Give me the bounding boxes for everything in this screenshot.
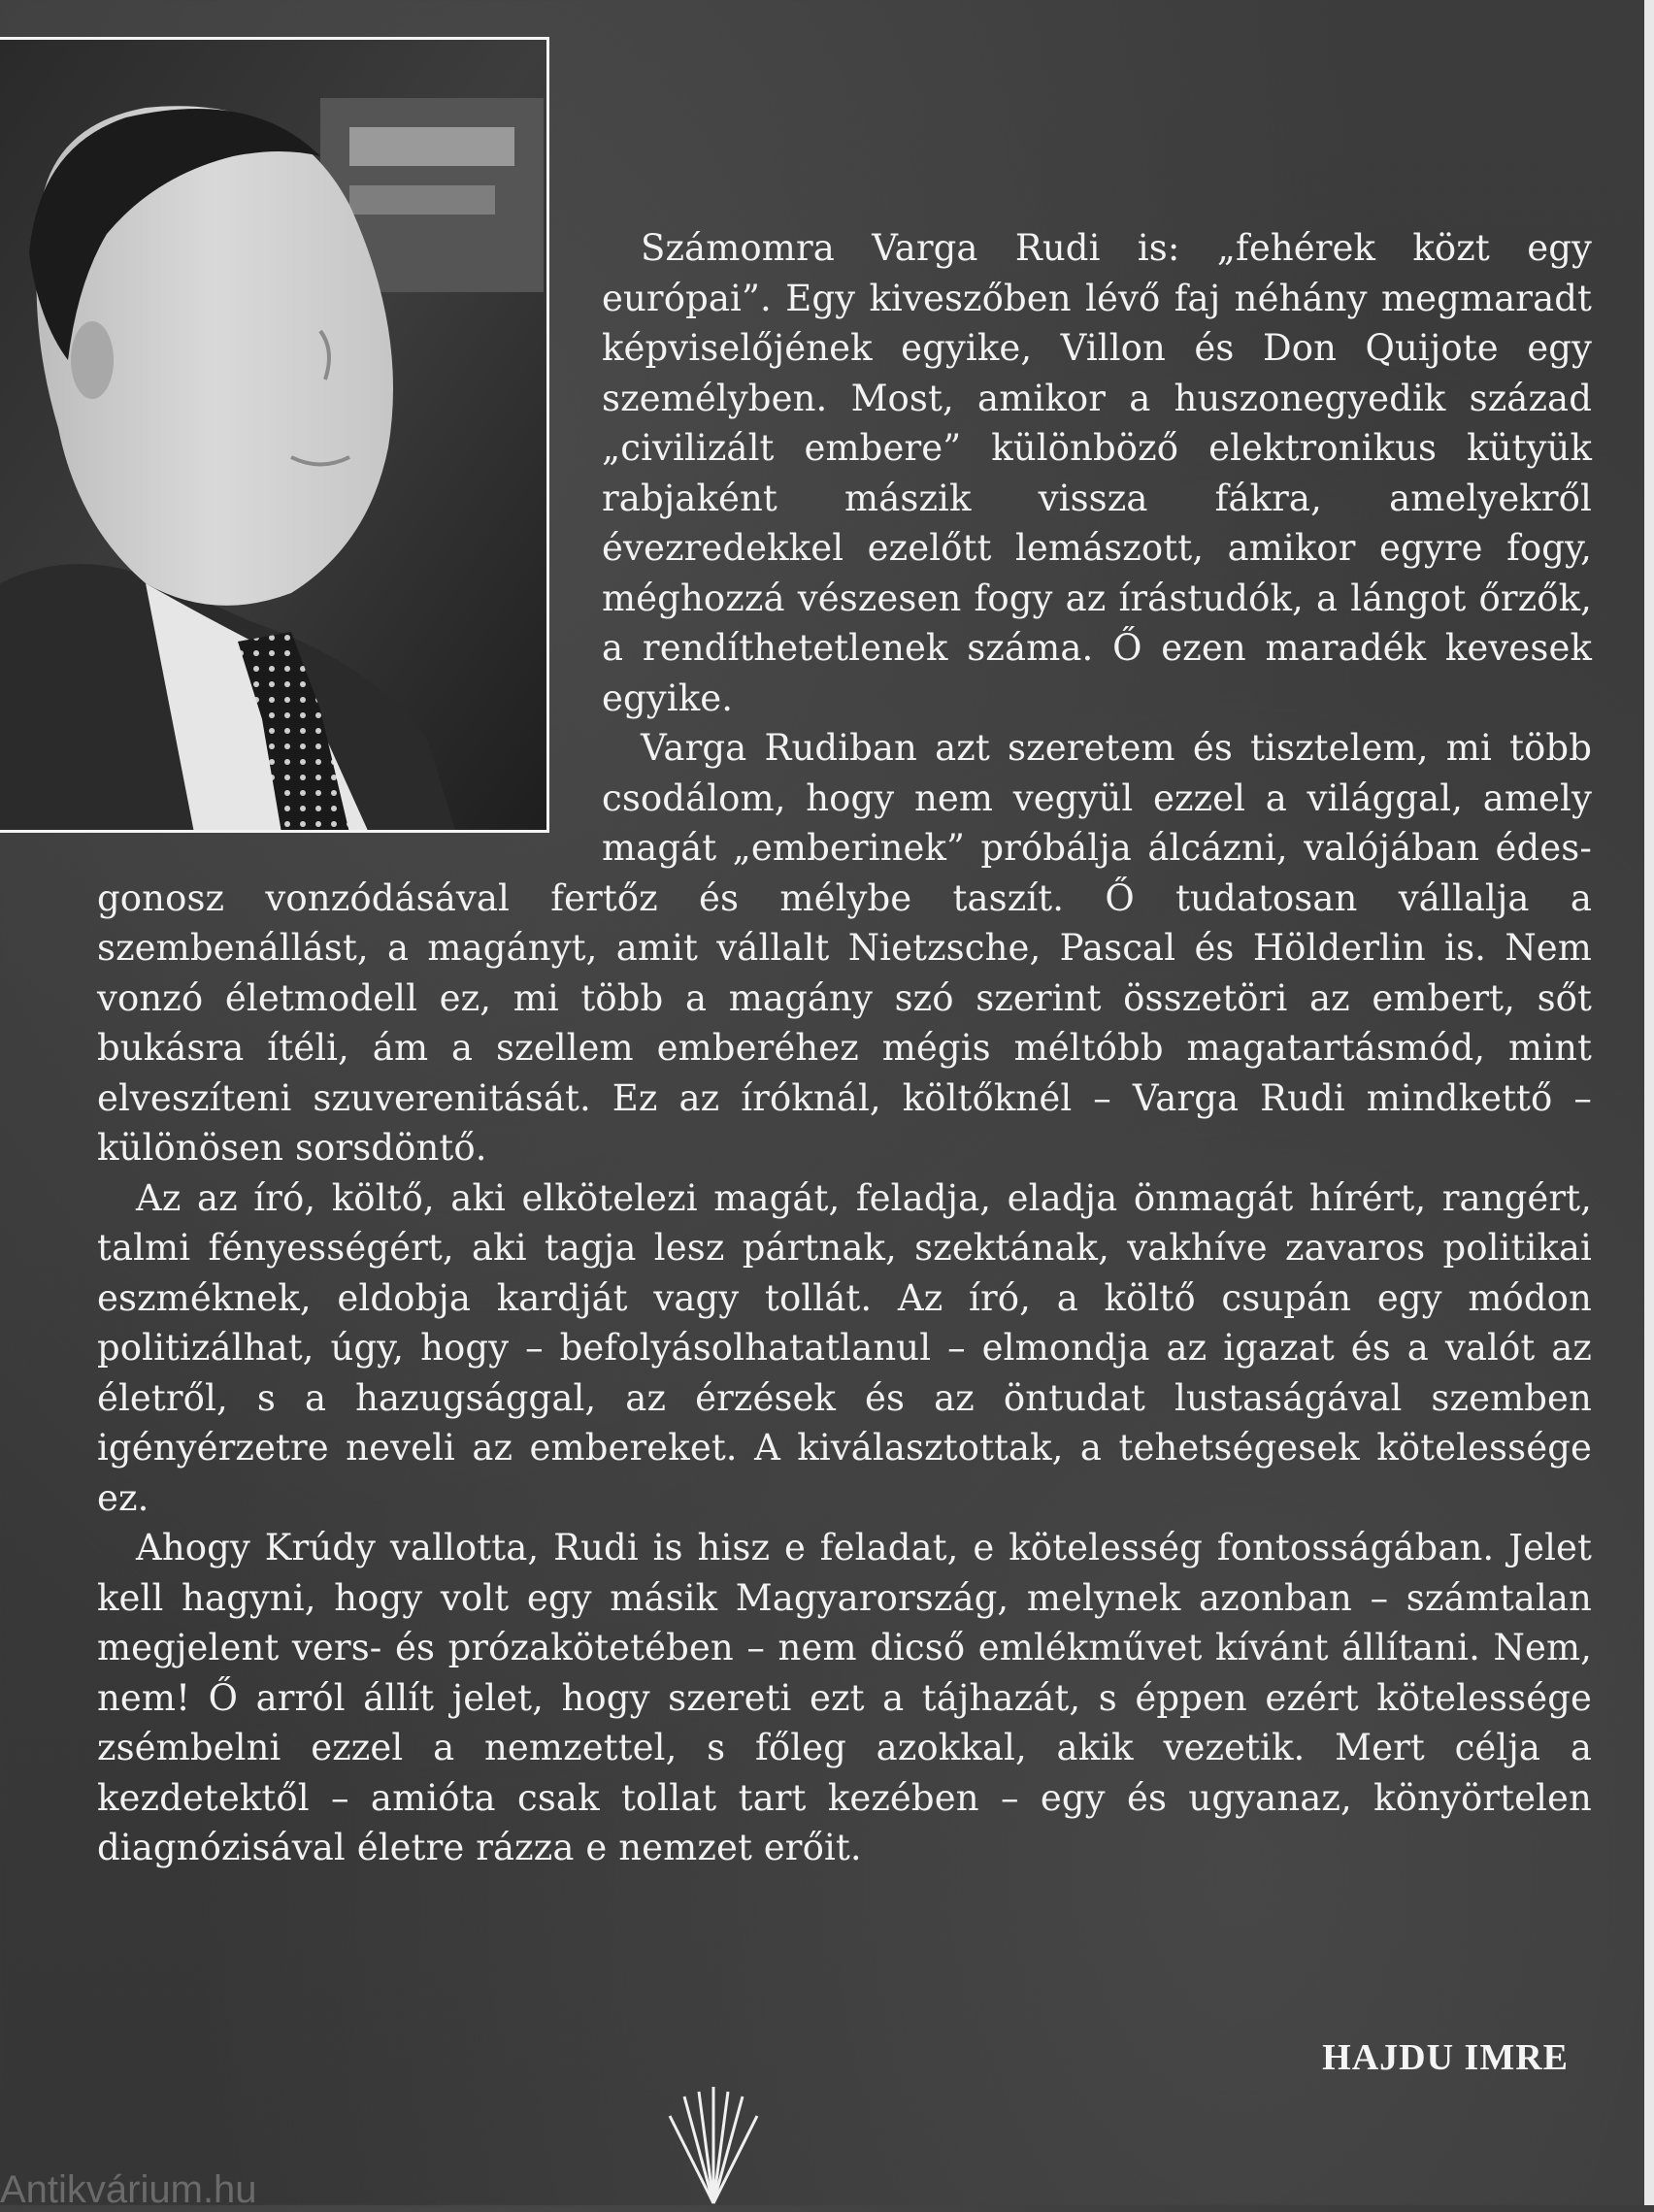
paragraph-2: Varga Rudiban azt szeretem és tisztelem, mi több csodálom, hogy nem vegyül ezzel a világgal, amely magát „emberinek” próbálja álcázni, valójában édes-gonosz vonzódásával fertőz és mélybe taszít. Ő tudatosan vállalja a szembenállást, a magányt, amit vállalt Nietzsche, Pascal és Hölderlin is. Nem vonzó életmodell ez, mi több a magány szó szerint összetöri az embert, sőt bukásra ítéli, ám a szellem emberéhez mégis méltóbb magatartásmód, mint elveszíteni szuverenitását. Ez az íróknál, költőknél – Varga Rudi mindkettő – különösen sorsdöntő. — [97, 727, 1592, 1169]
publisher-logo-icon — [655, 2087, 772, 2209]
author-signature: HAJDU IMRE — [1322, 2037, 1569, 2078]
paragraph-3: Az az író, költő, aki elkötelezi magát, feladja, eladja önmagát hírért, rangért, talmi fényességért, aki tagja lesz pártnak, szektának, vakhíve zavaros politikai eszméknek, eldobja kardját vagy tollát. Az író, a költő csupán egy módon politizálhat, úgy, hogy – befolyásolhatatlanul – elmondja az igazat és a valót az életről, s a hazugsággal, az érzések és az öntudat lustaságával szemben igényérzetre neveli az embereket. A kiválasztottak, a tehetségesek kötelessége ez. — [97, 1176, 1592, 1519]
publisher-watermark: Antikvárium.hu — [0, 2168, 257, 2211]
photo-wrap-spacer — [97, 223, 602, 854]
paragraph-1: Számomra Varga Rudi is: „fehérek közt egy európai”. Egy kiveszőben lévő faj néhány megmaradt képviselőjének egyike, Villon és Don Quijote egy személyben. Most, amikor a huszonegyedik század „civilizált embere” különböző elektronikus kütyük rabjaként mászik vissza fákra, amelyekről évezredekkel ezelőtt lemászott, amikor egyre fogy, méghozzá vészesen fogy az írástudók, a lángot őrzők, a rendíthetetlenek száma. Ő ezen maradék kevesek egyike. — [602, 227, 1592, 719]
article-text — [97, 223, 1592, 2067]
page-edge — [1644, 0, 1654, 2205]
paragraph-4: Ahogy Krúdy vallotta, Rudi is hisz e feladat, e kötelesség fontosságában. Jelet kell hagyni, hogy volt egy másik Magyarország, melynek azonban – számtalan megjelent vers- és prózakötetében – nem dicső emlékművet kívánt állítani. Nem, nem! Ő arról állít jelet, hogy szereti ezt a tájhazát, s éppen ezért kötelessége zsémbelni ezzel a nemzettel, s főleg azokkal, akik vezetik. Mert célja a kezdetektől – amióta csak tollat tart kezében – egy és ugyanaz, könyörtelen diagnózisával életre rázza e nemzet erőit. — [97, 1527, 1592, 1868]
